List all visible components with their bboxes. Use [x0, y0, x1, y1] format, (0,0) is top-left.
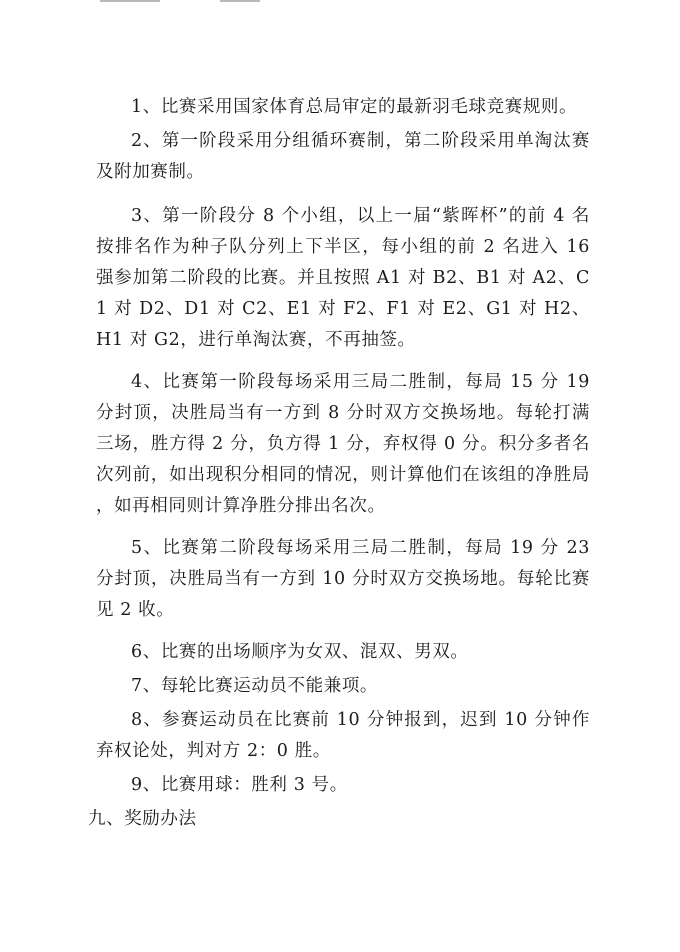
rule-paragraph-1: 1、比赛采用国家体育总局审定的最新羽毛球竞赛规则。: [131, 97, 578, 117]
rule-paragraph-2: 2、第一阶段采用分组循环赛制，第二阶段采用单淘汰赛及附加赛制。: [96, 131, 590, 182]
rule-paragraph-4: 4、比赛第一阶段每场采用三局二胜制，每局 15 分 19 分封顶，决胜局当有一方到 8 分时双方交换场地。每轮打满三场，胜方得 2 分，负方得 1 分，弃权得 0 分。积分多者名次列前，如出现积分相同的情况，则计算他们在该组的净胜局，如再相同则计算净胜分排出名次。: [96, 372, 590, 516]
rule-paragraph-6: 6、比赛的出场顺序为女双、混双、男双。: [131, 642, 469, 662]
scan-edge-mark: [220, 0, 260, 2]
scan-edge-mark: [100, 0, 160, 2]
rule-paragraph-5: 5、比赛第二阶段每场采用三局二胜制，每局 19 分 23 分封顶，决胜局当有一方到 10 分时双方交换场地。每轮比赛见 2 收。: [96, 538, 590, 620]
document-body: [88, 92, 590, 835]
rule-paragraph-9: 9、比赛用球：胜利 3 号。: [131, 775, 348, 795]
rule-paragraph-8: 8、参赛运动员在比赛前 10 分钟报到，迟到 10 分钟作弃权论处，判对方 2：0 胜。: [96, 710, 590, 761]
rule-paragraph-3: 3、第一阶段分 8 个小组，以上一届“紫晖杯”的前 4 名按排名作为种子队分列上下半区，每小组的前 2 名进入 16 强参加第二阶段的比赛。并且按照 A1 对 B2、B1 对 A2、C1 对 D2、D1 对 C2、E1 对 F2、F1 对 E2、G1 对 H2、H1 对 G2，进行单淘汰赛，不再抽签。: [96, 206, 590, 350]
section-heading: 九、奖励办法: [88, 809, 197, 829]
rule-paragraph-7: 7、每轮比赛运动员不能兼项。: [131, 676, 379, 696]
